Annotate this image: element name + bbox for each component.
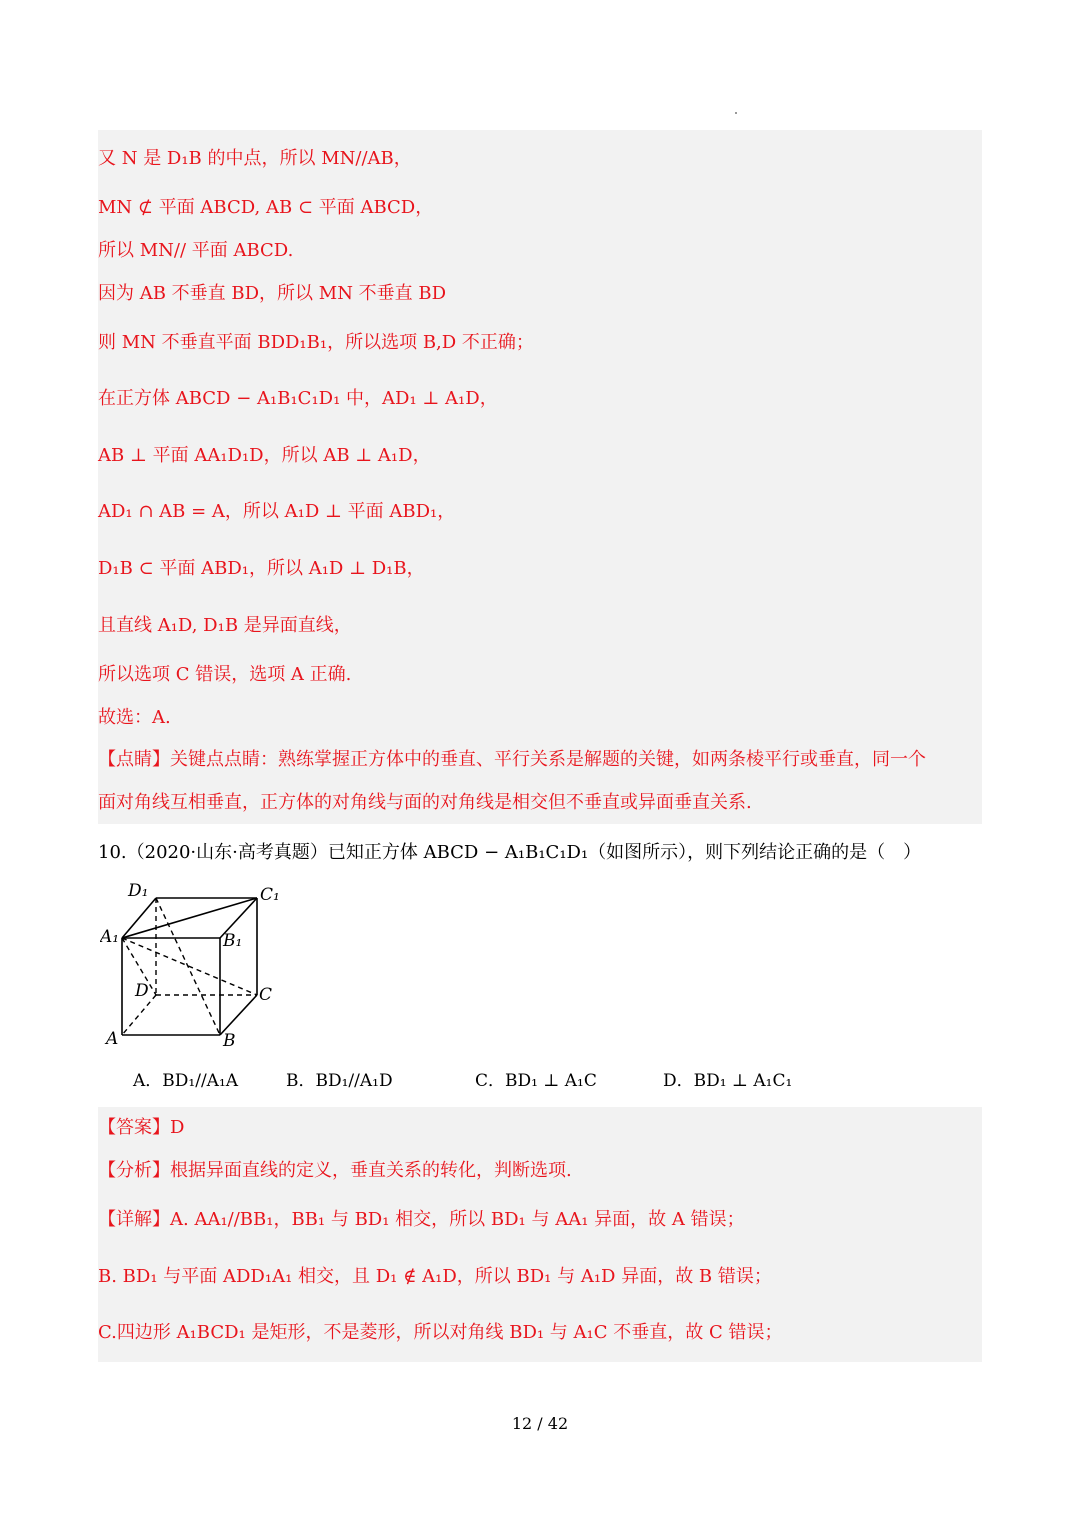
answer-line: 【答案】D	[98, 1117, 185, 1138]
label-a: A	[106, 1029, 119, 1049]
solution-line-10: 且直线 A₁D, D₁B 是异面直线，	[98, 615, 352, 636]
solution-line-1: 又 N 是 D₁B 的中点，所以 MN//AB，	[98, 148, 412, 169]
solution-line-9: D₁B ⊂ 平面 ABD₁，所以 A₁D ⊥ D₁B，	[98, 558, 425, 579]
label-d: D	[135, 981, 149, 1001]
label-d1: D₁	[128, 881, 149, 901]
solution-line-11: 所以选项 C 错误，选项 A 正确.	[98, 664, 352, 685]
question-stem: 10.（2020·山东·高考真题）已知正方体 ABCD − A₁B₁C₁D₁（如图所示），则下列结论正确的是（ ）	[98, 842, 922, 863]
solution-line-2: MN ⊄ 平面 ABCD, AB ⊂ 平面 ABCD，	[98, 197, 434, 218]
detail-line-a: 【详解】A. AA₁//BB₁，BB₁ 与 BD₁ 相交，所以 BD₁ 与 AA₁ 异面，故 A 错误；	[98, 1209, 745, 1230]
option-d: D．BD₁ ⊥ A₁C₁	[663, 1071, 793, 1091]
solution-line-8: AD₁ ∩ AB = A，所以 A₁D ⊥ 平面 ABD₁，	[98, 501, 456, 522]
cube-figure	[100, 880, 290, 1055]
solution-box-top	[98, 130, 982, 824]
detail-line-c: C.四边形 A₁BCD₁ 是矩形，不是菱形，所以对角线 BD₁ 与 A₁C 不垂直，故 C 错误；	[98, 1322, 783, 1343]
remark-line-2: 面对角线互相垂直，正方体的对角线与面的对角线是相交但不垂直或异面垂直关系.	[98, 792, 752, 813]
solution-line-6: 在正方体 ABCD − A₁B₁C₁D₁ 中，AD₁ ⊥ A₁D，	[98, 388, 498, 409]
label-b: B	[223, 1031, 236, 1051]
solution-line-3: 所以 MN// 平面 ABCD.	[98, 240, 294, 261]
solution-line-7: AB ⊥ 平面 AA₁D₁D，所以 AB ⊥ A₁D，	[98, 445, 431, 466]
page-number: 12 / 42	[511, 1414, 569, 1433]
detail-line-b: B. BD₁ 与平面 ADD₁A₁ 相交，且 D₁ ∉ A₁D，所以 BD₁ 与 A₁D 异面，故 B 错误；	[98, 1266, 772, 1287]
label-a1: A₁	[100, 927, 120, 947]
remark-line-1: 【点睛】关键点点睛：熟练掌握正方体中的垂直、平行关系是解题的关键，如两条棱平行或垂直，同一个	[98, 749, 926, 770]
solution-line-12: 故选：A.	[98, 707, 171, 728]
option-a: A．BD₁//A₁A	[133, 1071, 239, 1091]
option-c: C．BD₁ ⊥ A₁C	[475, 1071, 597, 1091]
analysis-line: 【分析】根据异面直线的定义，垂直关系的转化，判断选项.	[98, 1160, 572, 1181]
label-b1: B₁	[223, 931, 243, 951]
solution-line-4: 因为 AB 不垂直 BD，所以 MN 不垂直 BD	[98, 283, 447, 304]
option-b: B．BD₁//A₁D	[286, 1071, 393, 1091]
scan-dot	[735, 112, 737, 114]
label-c: C	[259, 985, 273, 1005]
label-c1: C₁	[260, 885, 280, 905]
solution-line-5: 则 MN 不垂直平面 BDD₁B₁，所以选项 B,D 不正确；	[98, 332, 534, 353]
